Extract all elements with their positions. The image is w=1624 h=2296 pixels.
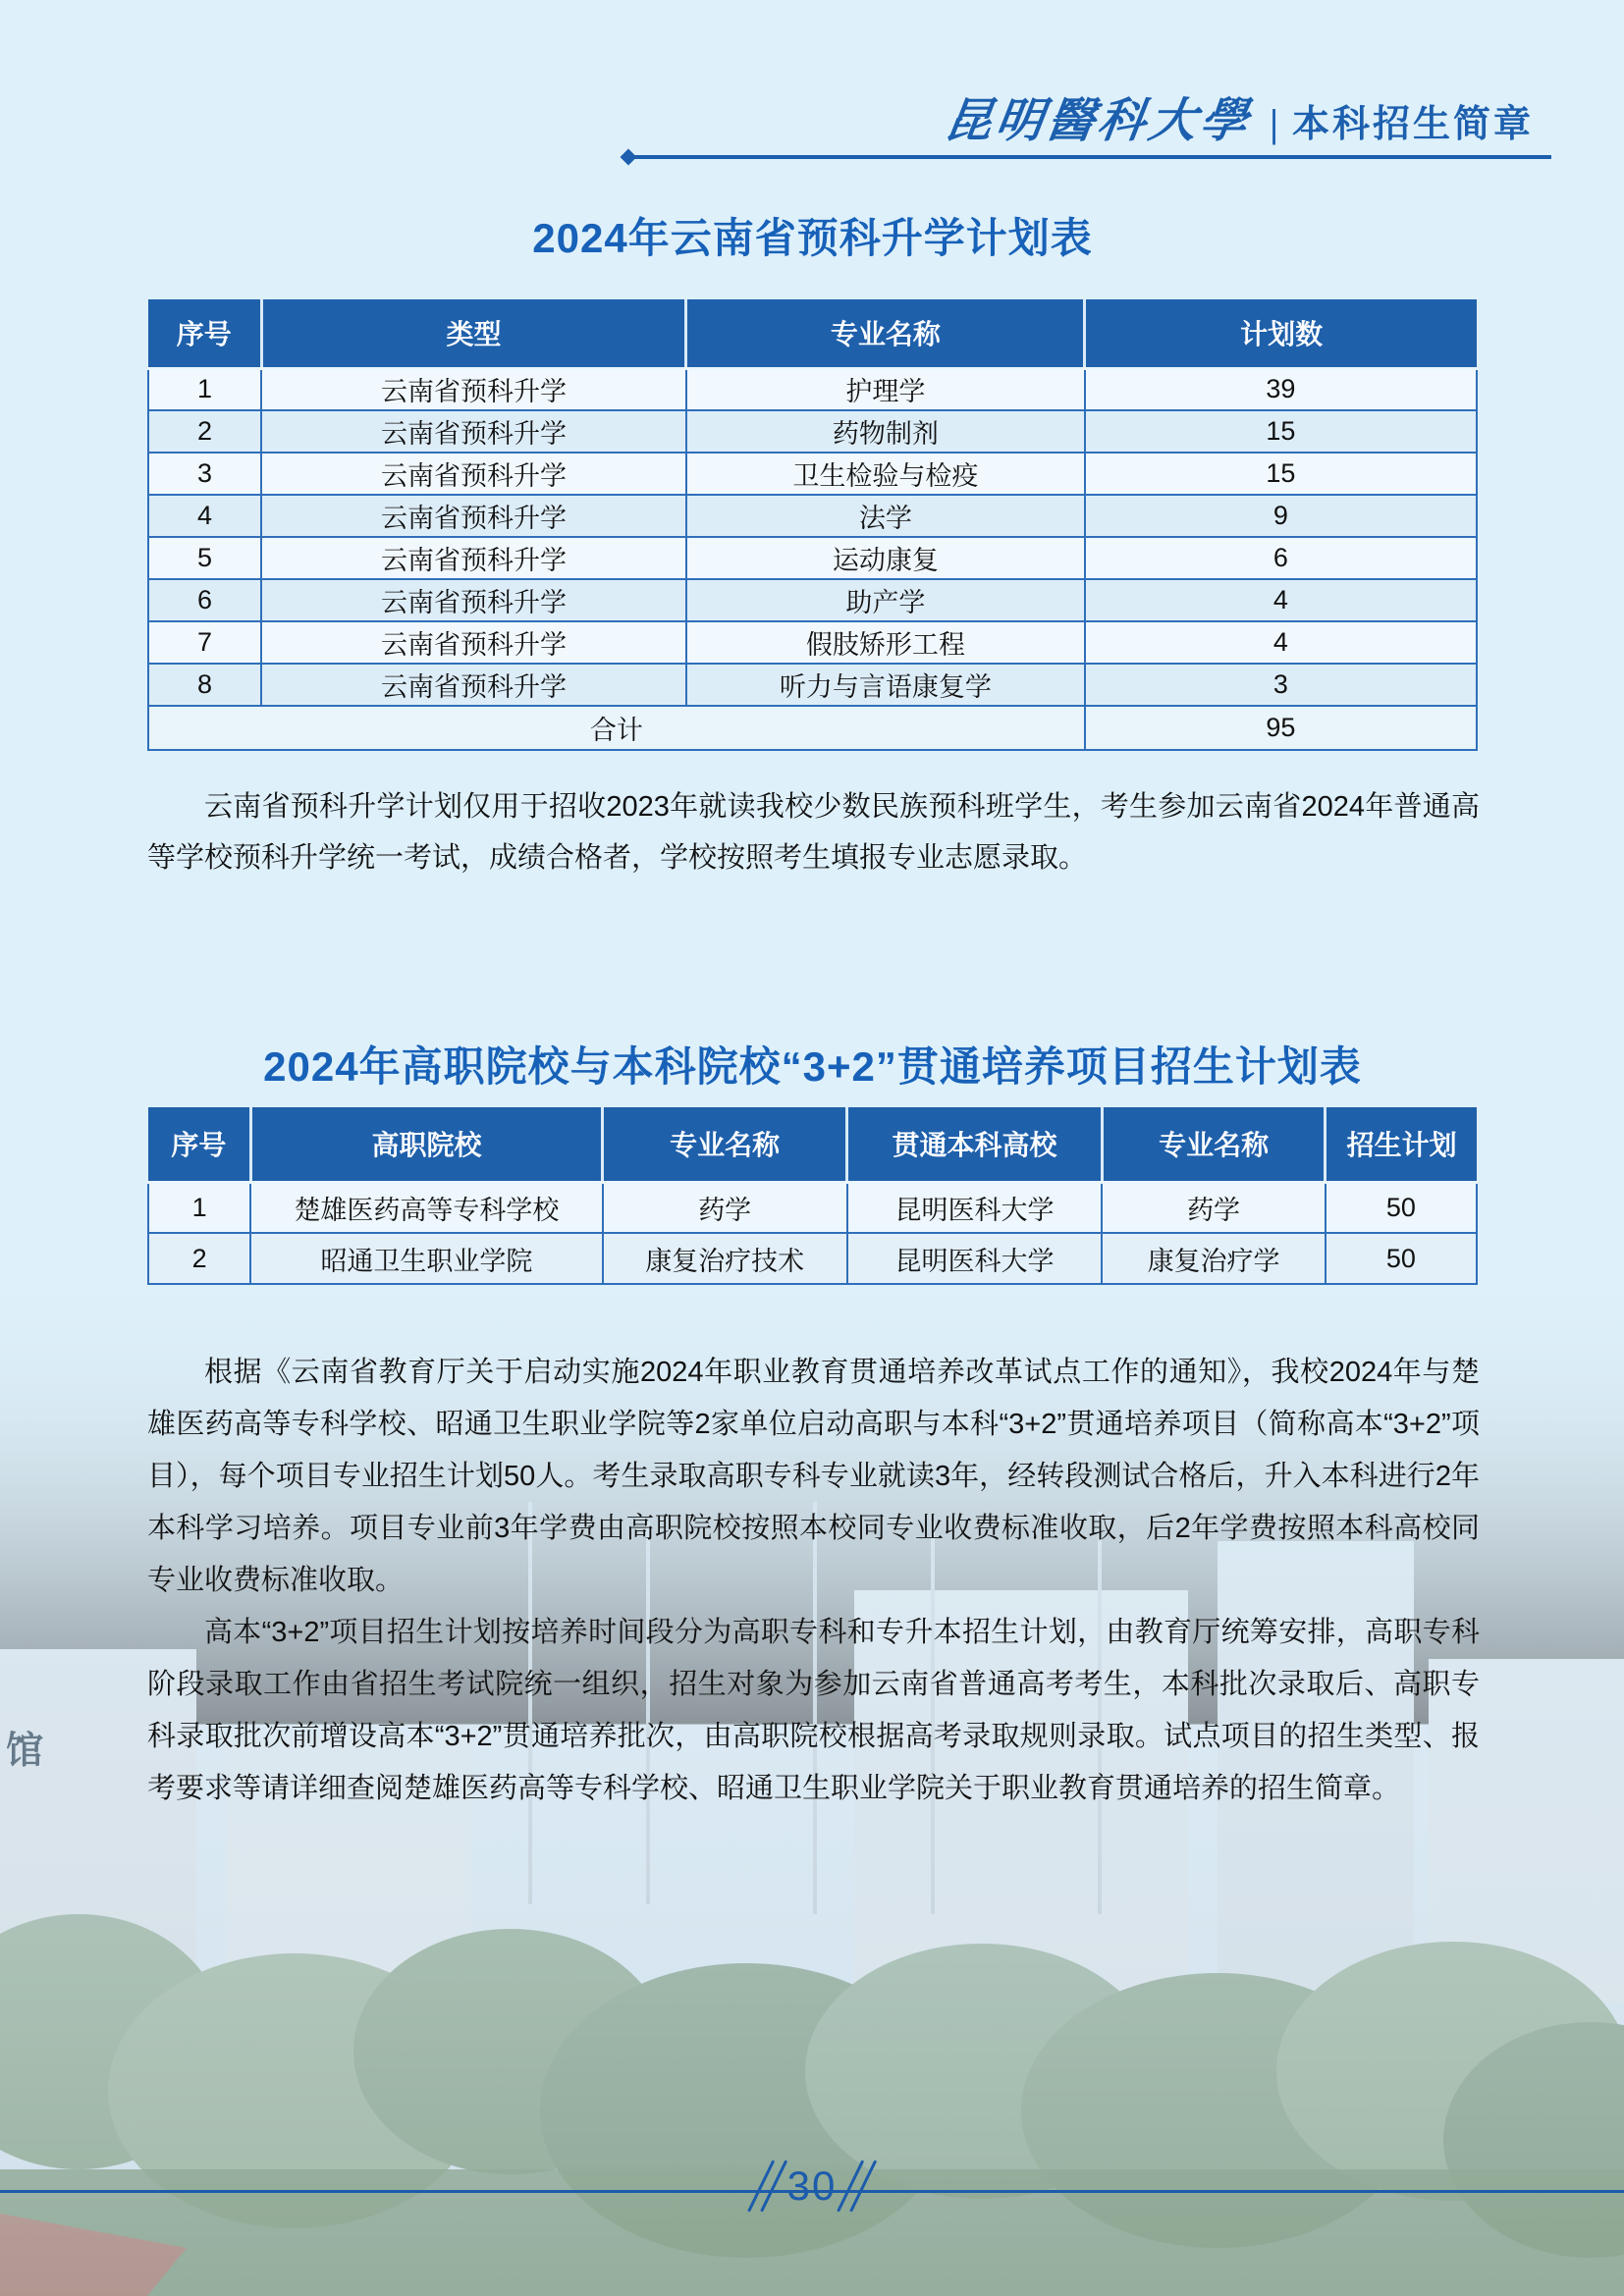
preparatory-table-header: [148, 299, 1477, 368]
cell-type: 云南省预科升学: [261, 579, 686, 621]
cell-type: 云南省预科升学: [261, 537, 686, 579]
cell-number: 4: [148, 495, 261, 537]
section2-title: 2024年高职院校与本科院校“3+2”贯通培养项目招生计划表: [263, 1043, 1362, 1090]
table-header-row: [148, 299, 1477, 368]
col-header-plan-count: 计划数: [1085, 299, 1477, 368]
table-row: [148, 1182, 1477, 1233]
cell-vocational-college: 楚雄医药高等专科学校: [250, 1182, 603, 1233]
section1-title: 2024年云南省预科升学计划表: [532, 215, 1093, 261]
cell-undergrad-university: 昆明医科大学: [847, 1182, 1103, 1233]
cell-vocational-college: 昭通卫生职业学院: [250, 1233, 603, 1284]
brochure-subtitle: 本科招生简章: [1291, 104, 1534, 145]
table-row: [148, 1233, 1477, 1284]
cell-major: 卫生检验与检疫: [686, 453, 1085, 495]
cell-plan-count: 15: [1085, 410, 1477, 453]
cell-type: 云南省预科升学: [261, 410, 686, 453]
cell-plan-count: 3: [1085, 664, 1477, 706]
section2-paragraph-1: 根据《云南省教育厅关于启动实施2024年职业教育贯通培养改革试点工作的通知》，我校2024年与楚雄医药高等专科学校、昭通卫生职业学院等2家单位启动高职与本科“3+2”贯通培养项目（简称高本“3+2”项目），每个项目专业招生计划50人。考生录取高职专科专业就读3年，经转段测试合格后，升入本科进行2年本科学习培养。项目专业前3年学费由高职院校按照本校同专业收费标准收取，后2年学费按照本科高校同专业收费标准收取。: [147, 1357, 1481, 1596]
total-value-cell: 95: [1085, 706, 1477, 750]
cell-number: 6: [148, 579, 261, 621]
col-header-major: 专业名称: [603, 1107, 847, 1182]
cell-enrollment-plan: 50: [1326, 1182, 1477, 1233]
page-header-brand: [941, 82, 1534, 150]
cell-number: 1: [148, 368, 261, 410]
cell-undergrad-university: 昆明医科大学: [847, 1233, 1103, 1284]
cell-major: 药学: [603, 1182, 847, 1233]
through-training-plan-table: [147, 1107, 1478, 1285]
cell-type: 云南省预科升学: [261, 495, 686, 537]
cell-type: 云南省预科升学: [261, 664, 686, 706]
page-number-value: 30: [786, 2163, 838, 2209]
cell-enrollment-plan: 50: [1326, 1233, 1477, 1284]
col-header-vocational-college: 高职院校: [250, 1107, 603, 1182]
cell-plan-count: 4: [1085, 579, 1477, 621]
col-header-type: 类型: [261, 299, 686, 368]
page-number: [755, 2158, 870, 2215]
cell-number: 1: [148, 1182, 250, 1233]
table-row: [148, 664, 1477, 706]
cell-plan-count: 39: [1085, 368, 1477, 410]
university-wordmark: 昆明醫科大學: [941, 93, 1256, 148]
section1-note: [147, 781, 1480, 883]
cell-major: 康复治疗技术: [603, 1233, 847, 1284]
cell-plan-count: 4: [1085, 621, 1477, 664]
cell-major: 法学: [686, 495, 1085, 537]
col-header-major: 专业名称: [686, 299, 1085, 368]
cell-plan-count: 15: [1085, 453, 1477, 495]
cell-major2: 康复治疗学: [1102, 1233, 1325, 1284]
cell-major: 药物制剂: [686, 410, 1085, 453]
cell-number: 5: [148, 537, 261, 579]
cell-major: 假肢矫形工程: [686, 621, 1085, 664]
through-training-table-header: [148, 1107, 1477, 1182]
table-row: [148, 410, 1477, 453]
cell-type: 云南省预科升学: [261, 453, 686, 495]
cell-type: 云南省预科升学: [261, 368, 686, 410]
table-row: [148, 621, 1477, 664]
table-row: [148, 453, 1477, 495]
table-total-row: [148, 706, 1477, 750]
cell-number: 7: [148, 621, 261, 664]
header-rule: [625, 155, 1551, 159]
cell-major2: 药学: [1102, 1182, 1325, 1233]
table-row: [148, 368, 1477, 410]
col-header-major2: 专业名称: [1102, 1107, 1325, 1182]
section2-paragraph-2: 高本“3+2”项目招生计划按培养时间段分为高职专科和专升本招生计划，由教育厅统筹安排，高职专科阶段录取工作由省招生考试院统一组织，招生对象为参加云南省普通高考考生，本科批次录取后、高职专科录取批次前增设高本“3+2”贯通培养批次，由高职院校根据高考录取规则录取。试点项目的招生类型、报考要求等请详细查阅楚雄医药高等专科学校、昭通卫生职业学院关于职业教育贯通培养的招生简章。: [147, 1617, 1480, 1804]
cell-number: 8: [148, 664, 261, 706]
cell-number: 2: [148, 410, 261, 453]
cell-type: 云南省预科升学: [261, 621, 686, 664]
section2-body: [147, 1347, 1480, 1815]
preparatory-plan-table: [147, 299, 1478, 751]
header-rule-diamond-icon: [621, 149, 637, 166]
cell-major: 助产学: [686, 579, 1085, 621]
photo-building-sign: 馆: [6, 1731, 44, 1772]
note-paragraph: 云南省预科升学计划仅用于招收2023年就读我校少数民族预科班学生，考生参加云南省2024年普通高等学校预科升学统一考试，成绩合格者，学校按照考生填报专业志愿录取。: [147, 791, 1480, 874]
cell-number: 3: [148, 453, 261, 495]
table-row: [148, 537, 1477, 579]
cell-number: 2: [148, 1233, 250, 1284]
cell-major: 运动康复: [686, 537, 1085, 579]
cell-plan-count: 9: [1085, 495, 1477, 537]
col-header-enrollment-plan: 招生计划: [1326, 1107, 1477, 1182]
table-row: [148, 579, 1477, 621]
brand-divider: |: [1270, 101, 1278, 145]
table-row: [148, 495, 1477, 537]
col-header-undergrad-university: 贯通本科高校: [847, 1107, 1103, 1182]
col-header-number: 序号: [148, 1107, 250, 1182]
cell-major: 听力与言语康复学: [686, 664, 1085, 706]
cell-plan-count: 6: [1085, 537, 1477, 579]
cell-major: 护理学: [686, 368, 1085, 410]
total-label-cell: 合计: [148, 706, 1085, 750]
col-header-number: 序号: [148, 299, 261, 368]
table-header-row: [148, 1107, 1477, 1182]
